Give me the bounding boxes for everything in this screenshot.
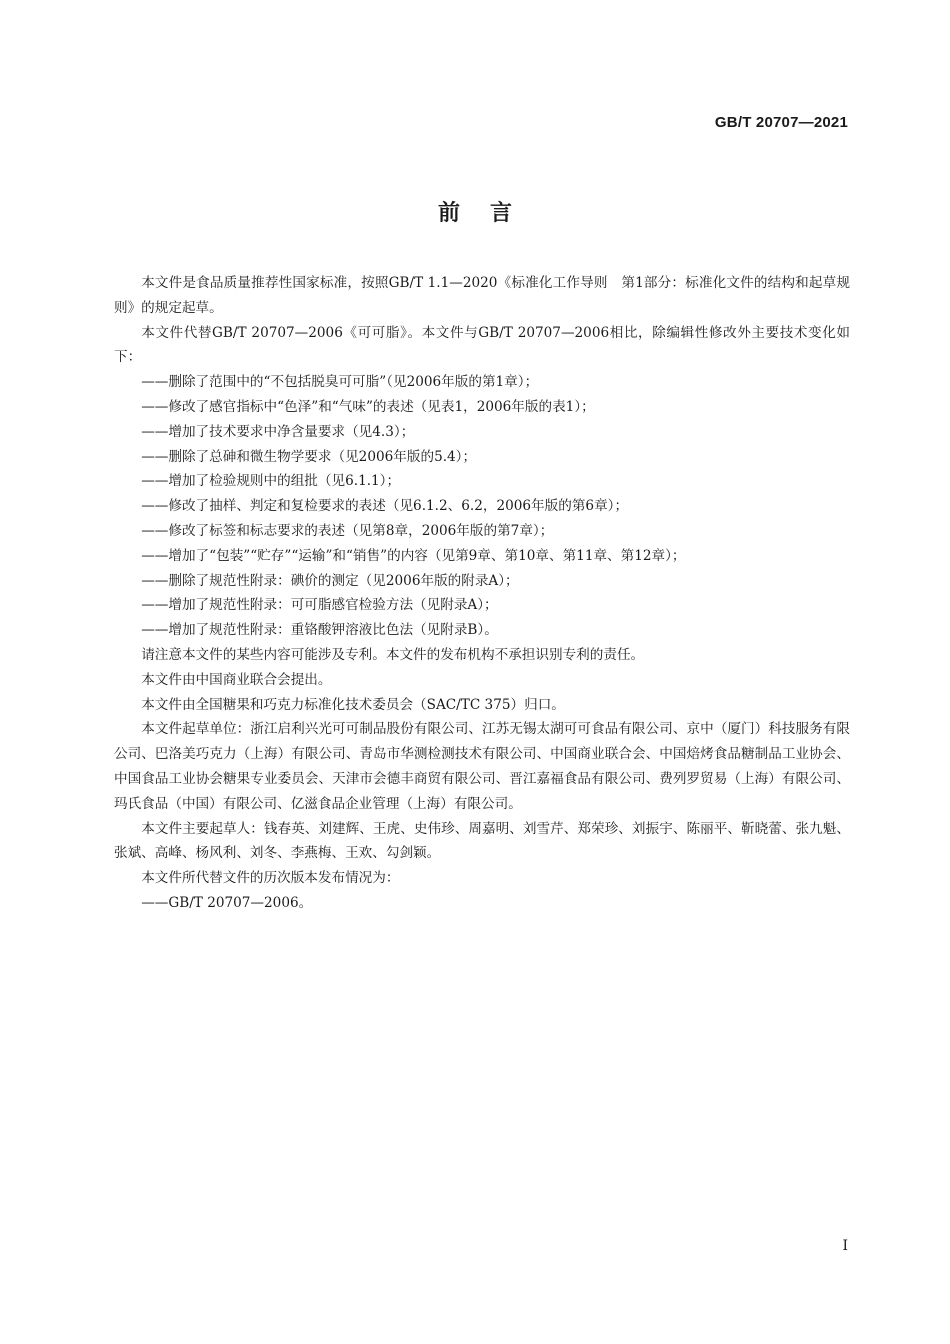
foreword-body <box>114 271 850 916</box>
change-item: ——修改了抽样、判定和复检要求的表述（见6.1.2、6.2，2006年版的第6章）； <box>141 498 629 515</box>
paragraph-proposed-by: 本文件由中国商业联合会提出。 <box>141 671 332 688</box>
change-item: ——删除了范围中的“不包括脱臭可可脂”（见2006年版的第1章）； <box>141 374 539 391</box>
paragraph-patent-notice: 请注意本文件的某些内容可能涉及专利。本文件的发布机构不承担识别专利的责任。 <box>141 646 645 663</box>
paragraph-drafting-units: 本文件起草单位：浙江启利兴光可可制品股份有限公司、江苏无锡太湖可可食品有限公司、京中（厦门）科技服务有限公司、巴洛美巧克力（上海）有限公司、青岛市华测检测技术有限公司、中国商业联合会、中国焙烤食品糖制品工业协会、中国食品工业协会糖果专业委员会、天津市会德丰商贸有限公司、晋江嘉福食品有限公司、费列罗贸易（上海）有限公司、玛氏食品（中国）有限公司、亿滋食品企业管理（上海）有限公司。 <box>114 721 850 812</box>
change-item: ——增加了规范性附录：重铬酸钾溶液比色法（见附录B）。 <box>141 622 498 639</box>
change-item: ——增加了检验规则中的组批（见6.1.1）； <box>141 473 401 490</box>
change-item: ——删除了总砷和微生物学要求（见2006年版的5.4）； <box>141 448 477 465</box>
paragraph-drafters: 本文件主要起草人：钱春英、刘建辉、王虎、史伟珍、周嘉明、刘雪芹、郑荣珍、刘振宇、陈丽平、靳晓蕾、张九魁、张斌、高峰、杨风利、刘冬、李燕梅、王欢、勾剑颖。 <box>114 820 850 862</box>
document-code: GB/T 20707—2021 <box>714 114 848 131</box>
paragraph-replacement: 本文件代替GB/T 20707—2006《可可脂》。本文件与GB/T 20707—2006相比，除编辑性修改外主要技术变化如下： <box>114 324 850 366</box>
history-item: ——GB/T 20707—2006。 <box>141 894 313 911</box>
change-item: ——修改了标签和标志要求的表述（见第8章，2006年版的第7章）； <box>141 522 554 539</box>
paragraph-drafting-basis: 本文件是食品质量推荐性国家标准，按照GB/T 1.1—2020《标准化工作导则 第1部分：标准化文件的结构和起草规则》的规定起草。 <box>114 275 850 316</box>
change-item: ——修改了感官指标中“色泽”和“气味”的表述（见表1，2006年版的表1）； <box>141 398 595 415</box>
change-item: ——增加了“包装”“贮存”“运输”和“销售”的内容（见第9章、第10章、第11章、第12章）； <box>141 547 686 564</box>
paragraph-history-intro: 本文件所代替文件的历次版本发布情况为： <box>141 870 400 887</box>
change-item: ——增加了技术要求中净含量要求（见4.3）； <box>141 423 415 440</box>
page-number: I <box>842 1238 848 1254</box>
change-item: ——增加了规范性附录：可可脂感官检验方法（见附录A）； <box>141 597 498 614</box>
paragraph-centralized-by: 本文件由全国糖果和巧克力标准化技术委员会（SAC/TC 375）归口。 <box>141 696 565 713</box>
page-title: 前言 <box>437 201 542 226</box>
change-item: ——删除了规范性附录：碘价的测定（见2006年版的附录A）； <box>141 572 519 589</box>
